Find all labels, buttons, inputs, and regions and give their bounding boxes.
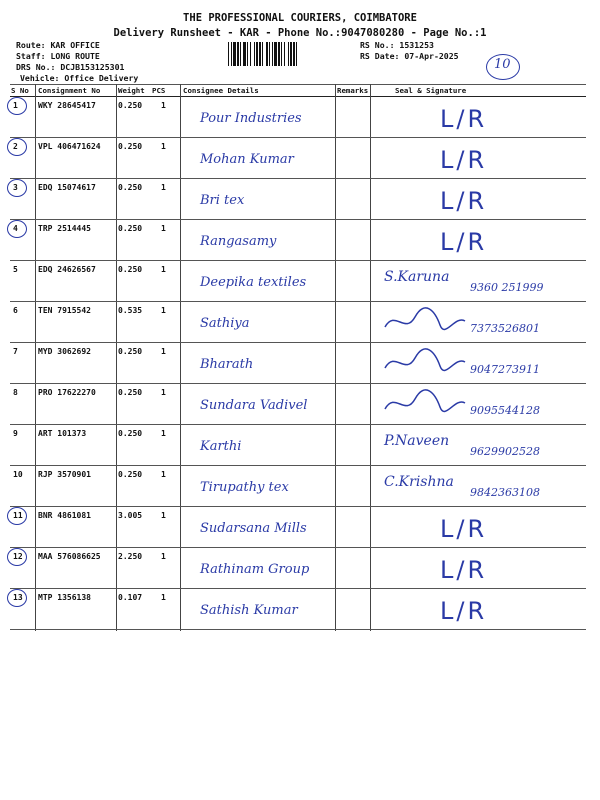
weight-value: 0.250 <box>118 265 143 274</box>
runsheet-subtitle: Delivery Runsheet - KAR - Phone No.:9047080280 - Page No.:1 <box>113 27 487 39</box>
pcs-value: 1 <box>161 142 166 151</box>
barcode-bar <box>293 42 295 66</box>
col-header-pcs: PCS <box>152 86 166 95</box>
row-rule <box>10 301 586 302</box>
consignee-handwritten: Pour Industries <box>200 111 302 126</box>
serial-number: 7 <box>13 347 18 356</box>
consignee-handwritten: Deepika textiles <box>200 275 307 290</box>
barcode-bar <box>296 42 297 66</box>
signature-phone: 9095544128 <box>470 404 540 417</box>
signature-lr: L/R <box>440 105 488 133</box>
serial-number: 9 <box>13 429 18 438</box>
consignee-handwritten: Sundara Vadivel <box>200 398 308 413</box>
consignment-number: WKY 28645417 <box>38 101 96 110</box>
row-rule <box>10 383 586 384</box>
signature-phone: 9842363108 <box>470 486 540 499</box>
consignee-handwritten: Bharath <box>200 357 254 372</box>
pcs-value: 1 <box>161 511 166 520</box>
barcode-image <box>228 42 354 66</box>
consignee-handwritten: Rathinam Group <box>200 562 310 577</box>
barcode-bar <box>256 42 258 66</box>
consignment-number: TEN 7915542 <box>38 306 91 315</box>
serial-number: 8 <box>13 388 18 397</box>
pcs-value: 1 <box>161 265 166 274</box>
pcs-value: 1 <box>161 552 166 561</box>
row-rule <box>10 506 586 507</box>
serial-number: 2 <box>13 142 18 151</box>
pcs-value: 1 <box>161 388 166 397</box>
signature-phone: 9629902528 <box>470 445 540 458</box>
pcs-value: 1 <box>161 183 166 192</box>
weight-value: 0.250 <box>118 101 143 110</box>
weight-value: 0.250 <box>118 429 143 438</box>
col-header-consignment: Consignment No <box>38 86 101 95</box>
consignment-number: MAA 576086625 <box>38 552 101 561</box>
signature-lr: L/R <box>440 597 488 625</box>
row-rule <box>10 342 586 343</box>
serial-number: 5 <box>13 265 18 274</box>
consignee-handwritten: Tirupathy tex <box>200 480 289 495</box>
consignment-number: VPL 406471624 <box>38 142 101 151</box>
consignment-number: BNR 4861081 <box>38 511 91 520</box>
barcode-bar <box>262 42 263 66</box>
row-rule <box>10 260 586 261</box>
consignee-handwritten: Rangasamy <box>200 234 277 249</box>
serial-number: 4 <box>13 224 18 233</box>
barcode-bar <box>281 42 282 66</box>
barcode-bar <box>272 42 273 66</box>
signature-scribble <box>380 307 470 337</box>
col-header-remarks: Remarks <box>337 86 369 95</box>
pcs-value: 1 <box>161 101 166 110</box>
staff-label: Staff: LONG ROUTE <box>16 51 100 61</box>
consignment-number: MTP 1356138 <box>38 593 91 602</box>
serial-number: 3 <box>13 183 18 192</box>
barcode-bar <box>243 42 246 66</box>
consignee-handwritten: Bri tex <box>200 193 245 208</box>
header-rule <box>10 96 586 97</box>
circled-count-text: 10 <box>494 57 511 72</box>
barcode-bar <box>247 42 248 66</box>
table-top-rule <box>10 84 586 85</box>
consignee-handwritten: Sudarsana Mills <box>200 521 307 536</box>
weight-value: 3.005 <box>118 511 143 520</box>
barcode-bar <box>254 42 255 66</box>
signature-lr: L/R <box>440 146 488 174</box>
barcode-bar <box>290 42 292 66</box>
consignment-number: TRP 2514445 <box>38 224 91 233</box>
row-rule <box>10 547 586 548</box>
col-divider <box>35 84 36 631</box>
col-divider <box>180 84 181 631</box>
consignment-number: ART 101373 <box>38 429 87 438</box>
barcode-bar <box>278 42 280 66</box>
signature-lr: L/R <box>440 187 488 215</box>
pcs-value: 1 <box>161 306 166 315</box>
barcode-bar <box>288 42 289 66</box>
barcode-bar <box>228 42 229 66</box>
barcode-bar <box>266 42 268 66</box>
weight-value: 0.250 <box>118 183 143 192</box>
row-rule <box>10 178 586 179</box>
barcode-bar <box>250 42 251 66</box>
row-rule <box>10 465 586 466</box>
weight-value: 0.250 <box>118 224 143 233</box>
rs-number: RS No.: 1531253 <box>360 40 434 50</box>
col-header-signature: Seal & Signature <box>395 86 467 95</box>
signature-name: P.Naveen <box>384 433 450 449</box>
row-rule <box>10 137 586 138</box>
consignment-number: PRO 17622270 <box>38 388 96 397</box>
consignment-number: RJP 3570901 <box>38 470 91 479</box>
signature-scribble <box>380 348 470 378</box>
pcs-value: 1 <box>161 593 166 602</box>
serial-number: 11 <box>13 511 23 520</box>
signature-lr: L/R <box>440 228 488 256</box>
weight-value: 0.107 <box>118 593 143 602</box>
col-divider <box>370 84 371 631</box>
barcode-bar <box>269 42 270 66</box>
consignee-handwritten: Karthi <box>200 439 242 454</box>
barcode-bar <box>259 42 261 66</box>
row-rule <box>10 219 586 220</box>
barcode-bar <box>233 42 236 66</box>
consignee-handwritten: Sathish Kumar <box>200 603 298 618</box>
consignee-handwritten: Sathiya <box>200 316 250 331</box>
company-name: THE PROFESSIONAL COURIERS, COIMBATORE <box>183 12 417 24</box>
row-rule <box>10 588 586 589</box>
col-divider <box>335 84 336 631</box>
signature-scribble <box>380 389 470 419</box>
col-divider <box>116 84 117 631</box>
serial-number: 6 <box>13 306 18 315</box>
consignment-number: MYD 3062692 <box>38 347 91 356</box>
col-header-weight: Weight <box>118 86 145 95</box>
barcode-bar <box>231 42 232 66</box>
weight-value: 0.250 <box>118 142 143 151</box>
rs-date: RS Date: 07-Apr-2025 <box>360 51 459 61</box>
col-header-consignee: Consignee Details <box>183 86 259 95</box>
pcs-value: 1 <box>161 429 166 438</box>
serial-number: 13 <box>13 593 23 602</box>
serial-number: 1 <box>13 101 18 110</box>
pcs-value: 1 <box>161 224 166 233</box>
signature-lr: L/R <box>440 515 488 543</box>
weight-value: 0.250 <box>118 470 143 479</box>
barcode-bar <box>284 42 285 66</box>
weight-value: 0.535 <box>118 306 143 315</box>
signature-phone: 9047273911 <box>470 363 540 376</box>
pcs-value: 1 <box>161 347 166 356</box>
weight-value: 0.250 <box>118 347 143 356</box>
pcs-value: 1 <box>161 470 166 479</box>
barcode-bar <box>274 42 277 66</box>
consignment-number: EDQ 24626567 <box>38 265 96 274</box>
serial-number: 12 <box>13 552 23 561</box>
row-rule <box>10 629 586 630</box>
col-header-sno: S No <box>11 86 29 95</box>
signature-name: S.Karuna <box>384 269 450 285</box>
barcode-bar <box>237 42 239 66</box>
route-label: Route: KAR OFFICE <box>16 40 100 50</box>
consignment-number: EDQ 15074617 <box>38 183 96 192</box>
vehicle-label: Vehicle: Office Delivery <box>20 73 139 83</box>
signature-name: C.Krishna <box>384 474 454 490</box>
consignee-handwritten: Mohan Kumar <box>200 152 294 167</box>
signature-phone: 7373526801 <box>470 322 540 335</box>
signature-phone: 9360 251999 <box>470 281 544 294</box>
serial-number: 10 <box>13 470 23 479</box>
signature-lr: L/R <box>440 556 488 584</box>
drs-number: DRS No.: DCJB153125301 <box>16 62 125 72</box>
weight-value: 0.250 <box>118 388 143 397</box>
barcode-bar <box>240 42 241 66</box>
row-rule <box>10 424 586 425</box>
weight-value: 2.250 <box>118 552 143 561</box>
